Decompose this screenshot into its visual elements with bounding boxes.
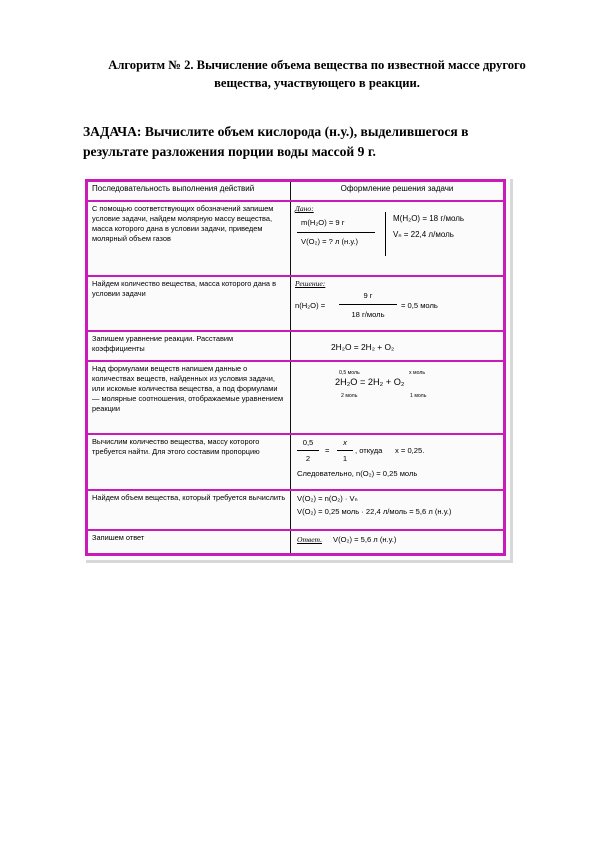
answer-value: V(O₂) = 5,6 л (н.у.) xyxy=(333,535,397,545)
fraction-line xyxy=(339,304,397,305)
solution-cell xyxy=(291,530,505,554)
table-row xyxy=(87,490,505,530)
step-text: С помощью соответствующих обозначений запишем условие задачи, найдем молярную массу вещества, масса которого дана в условии задачи, приведем молярный объем газов xyxy=(87,201,291,275)
below-right: 1 моль xyxy=(410,393,427,400)
task-statement: ЗАДАЧА: Вычислите объем кислорода (н.у.), выделившегося в результате разложения порции воды массой 9 г. xyxy=(83,124,469,159)
column-header-solution: Оформление решения задачи xyxy=(291,181,505,202)
proportion-equals: = xyxy=(325,445,330,455)
reaction-equation: 2H₂O = 2H₂ + O₂ xyxy=(331,341,395,352)
solution-cell xyxy=(291,201,505,275)
fraction1-line xyxy=(297,450,319,451)
above-left: 0,5 моль xyxy=(339,370,360,377)
annotated-equation: 2H₂O = 2H₂ + O₂ xyxy=(335,377,405,388)
solution-result: = 0,5 моль xyxy=(401,300,438,310)
step-text: Найдем объем вещества, который требуется вычислить xyxy=(87,490,291,530)
volume-calculation: V(O₂) = 0,25 моль · 22,4 л/моль = 5,6 л (н.у.) xyxy=(297,507,452,517)
table-row xyxy=(87,530,505,554)
volume-formula: V(O₂) = n(O₂) · Vₙ xyxy=(297,494,358,504)
fraction2-numerator: x xyxy=(343,437,347,447)
column-header-steps: Последовательность выполнения действий xyxy=(87,181,291,202)
step-text: Запишем уравнение реакции. Расставим коэффициенты xyxy=(87,331,291,361)
page-title: Алгоритм № 2. Вычисление объема вещества по известной массе другого вещества, участвующего в реакции. xyxy=(108,58,526,90)
solution-cell xyxy=(291,361,505,433)
step-text: Вычислим количество вещества, массу которого требуется найти. Для этого составим пропорцию xyxy=(87,434,291,490)
proportion-tail: , откуда xyxy=(355,445,383,455)
given-mass: m(H₂O) = 9 г xyxy=(301,218,345,228)
table-row xyxy=(87,276,505,331)
solution-cell xyxy=(291,331,505,361)
consequently-result: Следовательно, n(O₂) = 0,25 моль xyxy=(297,468,418,478)
solution-numerator: 9 г xyxy=(363,290,373,300)
given-volume: V(O₂) = ? л (н.у.) xyxy=(301,237,359,247)
solution-cell xyxy=(291,490,505,530)
step-text: Над формулами веществ напишем данные о количествах веществ, найденных из условия задачи, или искомые количества вещества, а под формулами — молярные соотношения, отображаемые уравнением реакции xyxy=(87,361,291,433)
table-row xyxy=(87,434,505,490)
molar-volume: Vₙ = 22,4 л/моль xyxy=(393,230,454,240)
step-text: Найдем количество вещества, масса которого дана в условии задачи xyxy=(87,276,291,331)
table-row xyxy=(87,361,505,433)
molar-mass: M(H₂O) = 18 г/моль xyxy=(393,214,465,224)
below-left: 2 моль xyxy=(341,393,358,400)
x-result: x = 0,25. xyxy=(395,445,425,455)
step-text: Запишем ответ xyxy=(87,530,291,554)
fraction2-line xyxy=(337,450,353,451)
fraction1-numerator: 0,5 xyxy=(302,437,314,447)
solution-cell xyxy=(291,434,505,490)
table-header-row xyxy=(87,181,505,202)
given-vertical-line xyxy=(385,212,386,256)
table-row xyxy=(87,201,505,275)
solution-label: Решение: xyxy=(295,278,326,288)
fraction2-denominator: 1 xyxy=(342,453,348,463)
given-label: Дано: xyxy=(295,204,314,214)
algorithm-table xyxy=(85,179,506,556)
solution-lhs: n(H₂O) = xyxy=(295,300,326,310)
solution-cell xyxy=(291,276,505,331)
solution-denominator: 18 г/моль xyxy=(351,309,385,319)
answer-label: Ответ. xyxy=(297,535,323,545)
fraction1-denominator: 2 xyxy=(305,453,311,463)
given-divider xyxy=(297,232,375,233)
above-right: x моль xyxy=(409,370,426,377)
table-row xyxy=(87,331,505,361)
